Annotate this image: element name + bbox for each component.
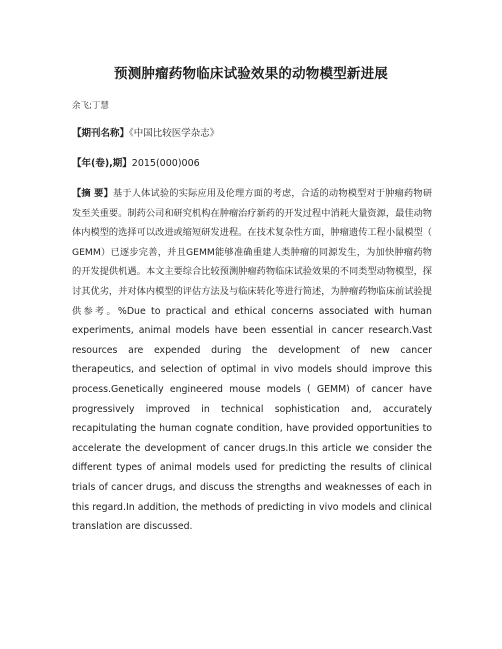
year-value: 2015(000)006 (131, 158, 200, 169)
year-volume-issue-line (72, 155, 200, 169)
article-authors: 余飞;丁慧 (72, 101, 109, 111)
abstract (72, 184, 432, 537)
year-label: 【年(卷),期】 (72, 158, 132, 169)
journal-label: 【期刊名称】 (72, 128, 130, 139)
article-title: 预测肿瘤药物临床试验效果的动物模型新进展 (114, 66, 388, 82)
abstract-chinese: 基于人体试验的实际应用及伦理方面的考虑，合适的动物模型对于肿瘤药物研发至关重要。制药公司和研究机构在肿瘤治疗新药的开发过程中消耗大量资源，最佳动物体内模型的选择可以改进或缩短研发进程。在技术复杂性方面，肿瘤遗传工程小鼠模型（ GEMM）已逐步完善，并且GEMM能够准确重建人类肿瘤的同源发生，为加快肿瘤药物的开发提供机遇。本文主要综合比较预测肿瘤药物临床试验效果的不同类型动物模型，探讨其优劣，并对体内模型的评估方法及与临床转化等进行简述，为肿瘤药物临床前试验提供参考。 (72, 188, 433, 317)
abstract-label: 【摘 要】 (72, 188, 113, 199)
journal-value: 《中国比较医学杂志》 (129, 128, 220, 139)
journal-line (72, 125, 219, 139)
abstract-english: %Due to practical and ethical concerns associated with human experiments, animal models have been essential in cancer research.Vast resources are expended during the development of new cancer therapeutics, and selection of optimal in vivo models should improve this process.Genetically engineered mouse models ( GEMM) of cancer have progressively improved in technical sophistication and, accurately recapitulating the human cognate condition, have provided opportunities to accelerate the development of cancer drugs.In this article we consider the different types of animal models used for predicting the results of clinical trials of cancer drugs, and discuss the strengths and weaknesses of each in this regard.In addition, the methods of predicting in vivo models and clinical translation are discussed. (72, 305, 432, 533)
